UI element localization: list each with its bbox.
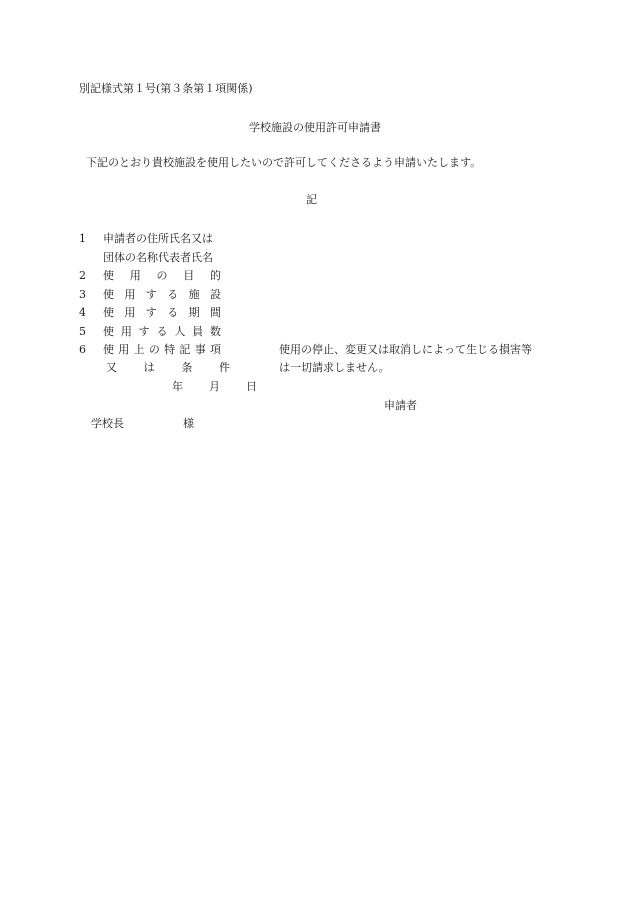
label-char: る [156,325,168,338]
item-number-1: 1 [79,232,86,245]
label-char: 使 [103,325,114,338]
label-char: 項 [209,343,221,356]
label-char: 用 [129,269,141,282]
date-year-label: 年 [172,380,183,393]
label-char: 目 [183,269,195,282]
principal-label: 学校長 [91,417,124,430]
label-char: 数 [209,325,221,338]
label-char: 間 [209,306,221,319]
date-month-label: 月 [209,380,220,393]
label-char: 使 [103,269,114,282]
intro-text: 下記のとおり貴校施設を使用したいので許可してくださるよう申請いたします。 [86,156,482,169]
item-label-2 [103,269,221,283]
item-label-6-line1 [103,343,221,357]
honorific-label: 様 [183,417,194,430]
item-number-6: 6 [79,343,86,356]
label-char: 期 [188,306,200,319]
item-label-4 [103,306,221,320]
ki-heading: 記 [306,193,317,206]
label-char: 特 [164,343,176,356]
item-label-3 [103,288,221,302]
label-char: 上 [133,343,145,356]
item-label-6-line2 [106,361,230,375]
label-char: 記 [179,343,191,356]
date-line [172,380,257,394]
label-char: 又 [106,361,117,374]
label-char: す [145,306,157,319]
label-char: 用 [118,343,130,356]
note-line-1: 使用の停止、変更又は取消しによって生じる損害等 [279,343,532,356]
label-char: 使 [103,288,114,301]
label-char: す [145,288,157,301]
label-char: 施 [188,288,200,301]
label-char: る [167,288,179,301]
label-char: 用 [124,306,136,319]
label-char: 条 [181,361,193,374]
item-number-3: 3 [79,288,86,301]
label-char: の [156,269,168,282]
applicant-label: 申請者 [384,399,417,412]
label-char: 使 [103,343,114,356]
item-label-1-line2: 団体の名称代表者氏名 [103,251,213,264]
label-char: る [167,306,179,319]
date-day-label: 日 [246,380,257,393]
label-char: 事 [194,343,206,356]
label-char: 件 [218,361,230,374]
label-char: 設 [209,288,221,301]
label-char: 員 [192,325,204,338]
note-line-2: は一切請求しません。 [279,361,390,374]
label-char: 人 [174,325,186,338]
label-char: は [143,361,155,374]
item-label-1-line1: 申請者の住所氏名又は [103,232,213,245]
item-label-5 [103,325,221,339]
label-char: 用 [124,288,136,301]
document-title: 学校施設の使用許可申請書 [249,121,381,134]
item-number-2: 2 [79,269,86,282]
item-number-5: 5 [79,325,86,338]
label-char: 用 [120,325,132,338]
item-number-4: 4 [79,306,86,319]
label-char: 的 [210,269,221,282]
label-char: の [148,343,160,356]
label-char: 使 [103,306,114,319]
label-char: す [138,325,150,338]
form-reference: 別記様式第１号(第３条第１項関係) [79,82,253,95]
